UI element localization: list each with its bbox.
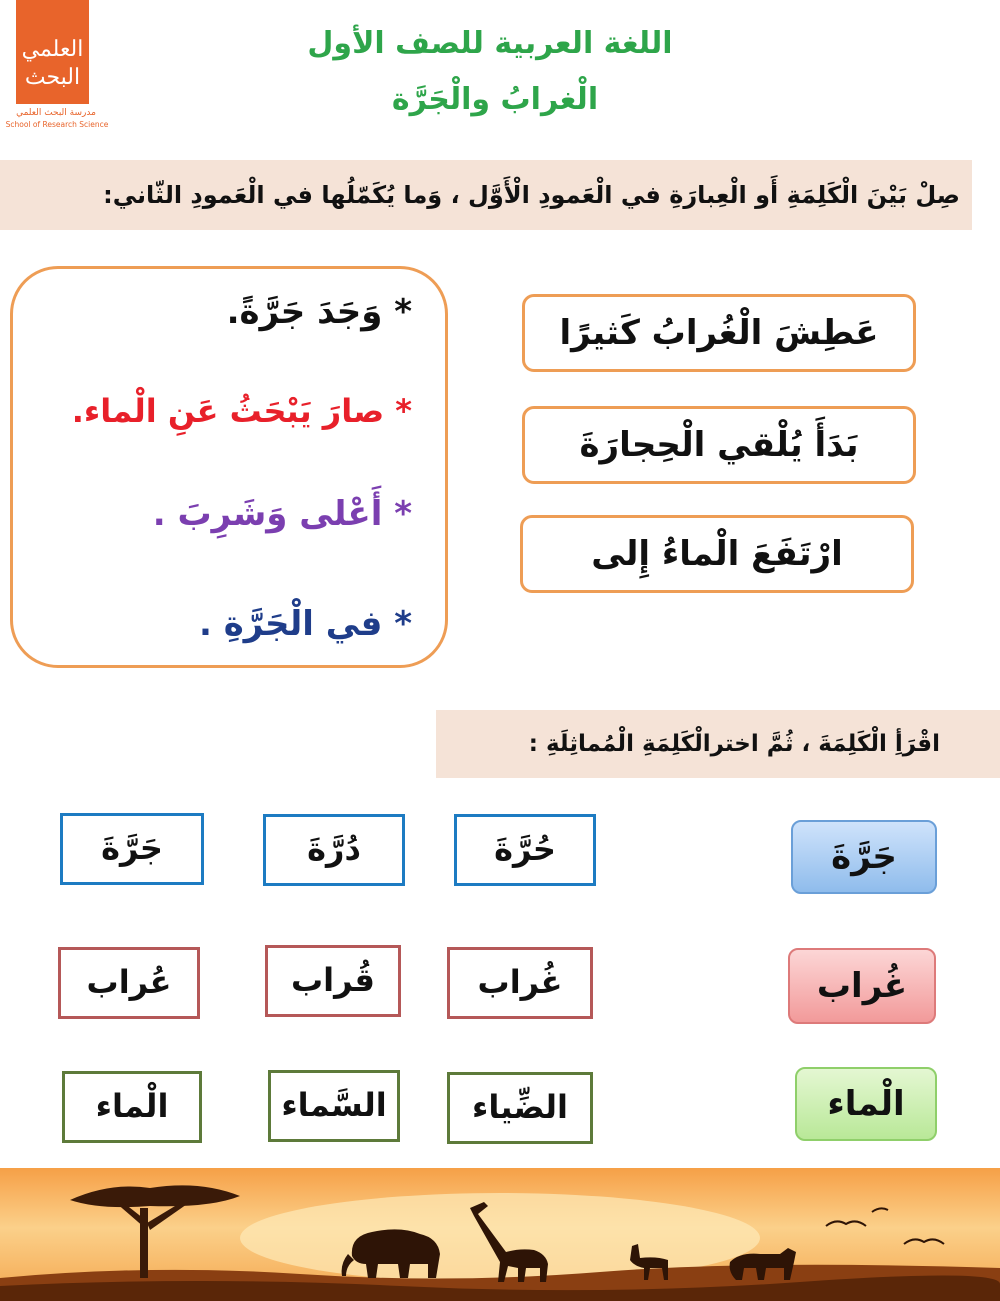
instruction-matching: صِلْ بَيْنَ الْكَلِمَةِ أَو الْعِبارَةِ في الْعَمودِ الْأَوَّل ، وَما يُكَمّلُها في الْعَمودِ الثّاني: [103,181,960,209]
target-word-2: غُراب [788,948,936,1024]
target-word-1: جَرَّةَ [791,820,937,894]
logo-arabic-name: مدرسة البحث العلمي [16,108,96,118]
option-3-1[interactable]: الضِّياء [447,1072,593,1144]
match-left-item-2[interactable]: بَدَأَ يُلْقي الْحِجارَةَ [522,406,916,484]
option-1-1[interactable]: حُرَّةَ [454,814,596,886]
instruction-similar-word: اقْرَأِ الْكَلِمَةَ ، ثُمَّ اخترالْكَلِمَةِ الْمُماثِلَةِ : [528,731,940,757]
option-3-3[interactable]: الْماء [62,1071,202,1143]
match-right-item-1[interactable]: * وَجَدَ جَرَّةً. [226,292,412,332]
match-right-item-4[interactable]: * في الْجَرَّةِ . [198,604,412,644]
option-2-2[interactable]: قُراب [265,945,401,1017]
match-left-item-1[interactable]: عَطِشَ الْغُرابُ كَثيرًا [522,294,916,372]
logo-calligraphy: العلمي البحث [21,37,84,90]
option-1-2[interactable]: دُرَّةَ [263,814,405,886]
target-word-3: الْماء [795,1067,937,1141]
lesson-title: الْغرابُ والْجَرَّة [391,82,599,117]
option-2-1[interactable]: غُراب [447,947,593,1019]
match-left-item-3[interactable]: ارْتَفَعَ الْماءُ إِلى [520,515,914,593]
option-1-3[interactable]: جَرَّةَ [60,813,204,885]
match-right-item-2[interactable]: * صارَ يَبْحَثُ عَنِ الْماء. [71,392,412,430]
option-3-2[interactable]: السَّماء [268,1070,400,1142]
match-right-item-3[interactable]: * أَعْلى وَشَرِبَ . [152,494,412,534]
school-logo [16,0,89,104]
logo-english-name: School of Research Science [5,120,109,129]
option-2-3[interactable]: عُراب [58,947,200,1019]
savanna-sunset-icon [0,1168,1000,1301]
page-title: اللغة العربية للصف الأول [307,26,673,61]
